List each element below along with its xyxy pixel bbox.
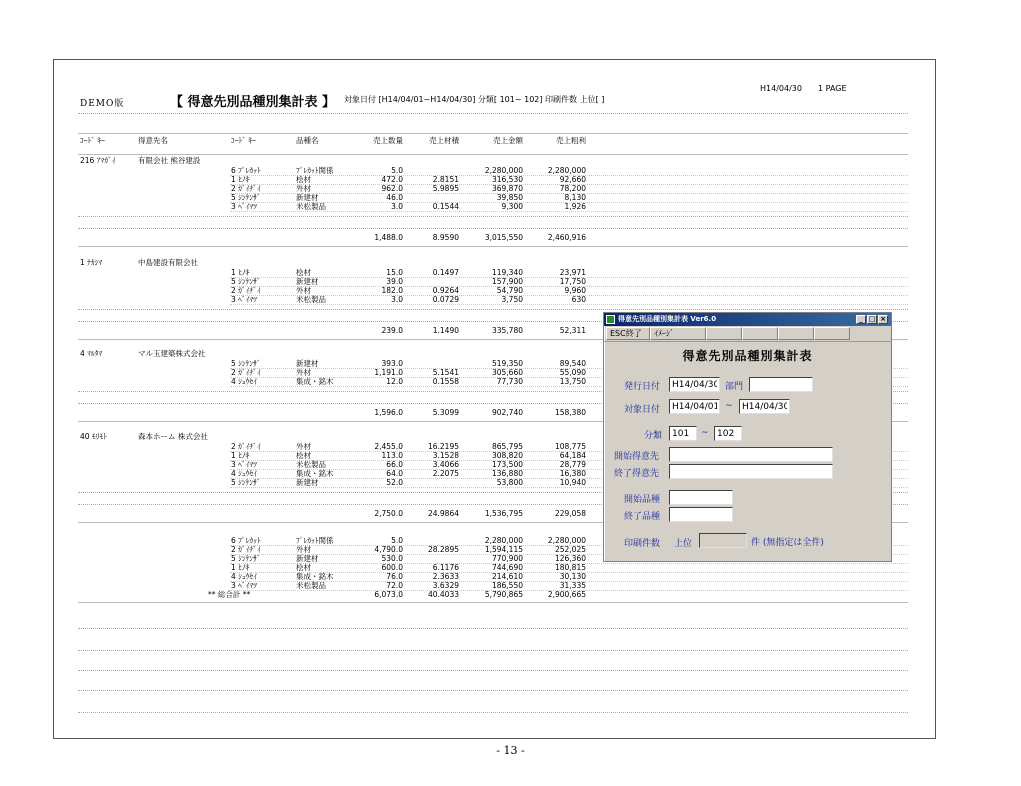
sales-profit: 23,971 xyxy=(559,268,586,277)
row-divider xyxy=(78,246,908,247)
grand-total-qty: 6,073.0 xyxy=(374,590,403,599)
issue-date-label: 発行日付 xyxy=(624,382,661,392)
sales-volume: 5.1541 xyxy=(432,368,459,377)
sales-volume: 3.1528 xyxy=(432,451,459,460)
item-name: 新建材 xyxy=(296,478,319,487)
sales-amount: 2,280,000 xyxy=(484,166,523,175)
item-name: 集成・銘木 xyxy=(296,469,334,478)
sales-qty: 12.0 xyxy=(386,377,403,386)
grand-volume: 2.3633 xyxy=(432,572,459,581)
grand-item-key: 1 ﾋﾉｷ xyxy=(231,563,250,572)
item-key: 1 ﾋﾉｷ xyxy=(231,175,250,184)
sales-profit: 92,660 xyxy=(559,175,586,184)
sales-qty: 113.0 xyxy=(381,451,403,460)
sales-profit: 28,779 xyxy=(559,460,586,469)
sales-profit: 1,926 xyxy=(564,202,586,211)
grand-total-amount: 5,790,865 xyxy=(484,590,523,599)
sales-profit: 13,750 xyxy=(559,377,586,386)
sales-amount: 519,350 xyxy=(491,359,523,368)
row-divider xyxy=(78,216,908,217)
dept-field[interactable] xyxy=(749,377,813,392)
grand-amount: 744,690 xyxy=(491,563,523,572)
grand-profit: 180,815 xyxy=(554,563,586,572)
report-page-label: 1 PAGE xyxy=(818,84,847,93)
grand-amount: 186,550 xyxy=(491,581,523,590)
row-divider xyxy=(78,712,908,713)
row-divider xyxy=(78,602,908,603)
sales-qty: 39.0 xyxy=(386,277,403,286)
dialog-title: 得意先別品種別集計表 Ver6.0 xyxy=(618,315,717,323)
group-total-qty: 1,596.0 xyxy=(374,408,403,417)
customer-code: 216 ｱﾏｶﾞｲ xyxy=(80,156,116,165)
sales-qty: 962.0 xyxy=(381,184,403,193)
group-total-amount: 902,740 xyxy=(491,408,523,417)
start-customer-field[interactable] xyxy=(669,447,833,462)
sales-amount: 305,660 xyxy=(491,368,523,377)
grand-volume: 28.2895 xyxy=(427,545,459,554)
image-preview-button[interactable]: ｲﾒｰｼﾞ xyxy=(650,327,706,340)
item-name: 米松製品 xyxy=(296,460,326,469)
item-key: 5 ｼﾝｹﾝｻﾞ xyxy=(231,478,261,487)
item-name: 桧材 xyxy=(296,268,311,277)
demo-label: DEMO版 xyxy=(80,99,125,109)
sales-profit: 9,960 xyxy=(564,286,586,295)
sales-profit: 55,090 xyxy=(559,368,586,377)
end-customer-field[interactable] xyxy=(669,464,833,479)
report-date: H14/04/30 xyxy=(760,84,802,93)
grand-item-name: ﾌﾟﾚｶｯﾄ関係 xyxy=(296,536,334,545)
grand-item-key: 3 ﾍﾞｲﾏﾂ xyxy=(231,581,257,590)
customer-code: 40 ﾓﾘﾓﾄ xyxy=(80,432,107,441)
app-icon xyxy=(606,315,615,324)
grand-item-key: 5 ｼﾝｹﾝｻﾞ xyxy=(231,554,261,563)
grand-total-label: ** 総合計 ** xyxy=(208,590,251,599)
grand-qty: 530.0 xyxy=(381,554,403,563)
sales-profit: 108,775 xyxy=(554,442,586,451)
report-params: 対象日付 [H14/04/01~H14/04/30] 分類[ 101~ 102] 印刷件数 上位[ ] xyxy=(344,95,605,104)
column-header: 売上数量 xyxy=(373,136,403,145)
grand-item-key: 6 ﾌﾟﾚｶｯﾄ xyxy=(231,536,261,545)
dialog-toolbar xyxy=(604,326,891,342)
grand-item-key: 4 ｼｭｳｾｲ xyxy=(231,572,257,581)
issue-date-field[interactable] xyxy=(669,377,720,392)
item-key: 1 ﾋﾉｷ xyxy=(231,451,250,460)
start-item-label: 開始品種 xyxy=(624,495,661,505)
sales-amount: 77,730 xyxy=(496,377,523,386)
sales-qty: 46.0 xyxy=(386,193,403,202)
grand-profit: 252,025 xyxy=(554,545,586,554)
sales-qty: 5.0 xyxy=(391,166,403,175)
sales-amount: 136,880 xyxy=(491,469,523,478)
group-total-profit: 2,460,916 xyxy=(547,233,586,242)
sales-qty: 3.0 xyxy=(391,295,403,304)
target-date-from-field[interactable] xyxy=(669,399,720,414)
grand-volume: 3.6329 xyxy=(432,581,459,590)
target-date-separator: ~ xyxy=(725,401,733,411)
item-name: 米松製品 xyxy=(296,295,326,304)
customer-name: マル玉建築株式会社 xyxy=(138,349,206,358)
column-header: 売上粗利 xyxy=(556,136,586,145)
sales-qty: 15.0 xyxy=(386,268,403,277)
end-item-label: 終了品種 xyxy=(624,512,661,522)
sales-amount: 9,300 xyxy=(501,202,523,211)
grand-volume: 6.1176 xyxy=(432,563,459,572)
item-name: 外材 xyxy=(296,184,311,193)
sales-qty: 472.0 xyxy=(381,175,403,184)
sales-profit: 17,750 xyxy=(559,277,586,286)
customer-name: 有限会社 熊谷建設 xyxy=(138,156,201,165)
sales-amount: 53,800 xyxy=(496,478,523,487)
item-key: 3 ﾍﾞｲﾏﾂ xyxy=(231,295,257,304)
item-key: 5 ｼﾝｹﾝｻﾞ xyxy=(231,193,261,202)
item-key: 1 ﾋﾉｷ xyxy=(231,268,250,277)
row-divider xyxy=(78,309,908,310)
row-divider xyxy=(78,650,908,651)
sales-amount: 3,750 xyxy=(501,295,523,304)
customer-name: 中島建設有限会社 xyxy=(138,258,198,267)
target-date-label: 対象日付 xyxy=(624,405,661,415)
grand-qty: 76.0 xyxy=(386,572,403,581)
sales-profit: 2,280,000 xyxy=(547,166,586,175)
class-from-field[interactable] xyxy=(669,426,697,441)
sales-volume: 0.1544 xyxy=(432,202,459,211)
top-label: 上位 xyxy=(674,539,693,549)
sales-profit: 89,540 xyxy=(559,359,586,368)
class-label: 分類 xyxy=(644,431,663,441)
print-count-label: 印刷件数 xyxy=(624,539,661,549)
sales-amount: 173,500 xyxy=(491,460,523,469)
item-key: 2 ｶﾞｲﾁﾞｲ xyxy=(231,184,261,193)
sales-amount: 54,790 xyxy=(496,286,523,295)
item-name: ﾌﾟﾚｶｯﾄ関係 xyxy=(296,166,334,175)
dialog-titlebar[interactable] xyxy=(604,313,891,326)
item-key: 2 ｶﾞｲﾁﾞｲ xyxy=(231,286,261,295)
target-date-to-field[interactable] xyxy=(739,399,790,414)
grand-qty: 600.0 xyxy=(381,563,403,572)
sales-amount: 308,820 xyxy=(491,451,523,460)
item-name: 外材 xyxy=(296,368,311,377)
row-divider xyxy=(78,228,908,229)
minimize-button[interactable]: _ xyxy=(856,315,866,324)
grand-amount: 1,594,115 xyxy=(484,545,523,554)
sales-volume: 0.0729 xyxy=(432,295,459,304)
sales-qty: 64.0 xyxy=(386,469,403,478)
group-total-amount: 3,015,550 xyxy=(484,233,523,242)
sales-volume: 16.2195 xyxy=(427,442,459,451)
toolbar-blank-4[interactable] xyxy=(814,327,850,340)
sales-profit: 64,184 xyxy=(559,451,586,460)
column-header: 売上材積 xyxy=(429,136,459,145)
print-count-note: 件 (無指定は全件) xyxy=(751,538,824,548)
sales-volume: 0.1497 xyxy=(432,268,459,277)
sales-volume: 2.8151 xyxy=(432,175,459,184)
group-total-volume: 5.3099 xyxy=(432,408,459,417)
grand-item-name: 桧材 xyxy=(296,563,311,572)
grand-item-key: 2 ｶﾞｲﾁﾞｲ xyxy=(231,545,261,554)
header-divider xyxy=(78,113,908,114)
sales-profit: 78,200 xyxy=(559,184,586,193)
group-total-qty: 1,488.0 xyxy=(374,233,403,242)
customer-code: 1 ﾅｶｼﾏ xyxy=(80,258,103,267)
item-key: 2 ｶﾞｲﾁﾞｲ xyxy=(231,368,261,377)
print-count-field[interactable] xyxy=(699,533,747,548)
sales-qty: 52.0 xyxy=(386,478,403,487)
customer-code: 4 ﾏﾙﾀﾏ xyxy=(80,349,103,358)
sales-amount: 157,900 xyxy=(491,277,523,286)
row-divider xyxy=(78,670,908,671)
group-total-profit: 52,311 xyxy=(559,326,586,335)
start-item-field[interactable] xyxy=(669,490,733,505)
group-total-amount: 1,536,795 xyxy=(484,509,523,518)
grand-qty: 5.0 xyxy=(391,536,403,545)
sales-amount: 39,850 xyxy=(496,193,523,202)
group-total-qty: 2,750.0 xyxy=(374,509,403,518)
item-key: 5 ｼﾝｹﾝｻﾞ xyxy=(231,359,261,368)
report-title: 【 得意先別品種別集計表 】 xyxy=(170,95,336,110)
columns-top-line xyxy=(78,133,908,134)
esc-exit-button[interactable]: ESC終了 xyxy=(606,327,650,340)
grand-profit: 126,360 xyxy=(554,554,586,563)
column-header: ｺｰﾄﾞ ｷｰ xyxy=(231,136,256,145)
grand-profit: 30,130 xyxy=(559,572,586,581)
row-divider xyxy=(78,154,908,155)
grand-qty: 72.0 xyxy=(386,581,403,590)
grand-amount: 2,280,000 xyxy=(484,536,523,545)
toolbar-blank-2[interactable] xyxy=(742,327,778,340)
toolbar-blank-3[interactable] xyxy=(778,327,814,340)
row-divider xyxy=(230,304,908,305)
page-number: - 13 - xyxy=(496,744,525,757)
group-total-amount: 335,780 xyxy=(491,326,523,335)
row-divider xyxy=(78,628,908,629)
maximize-button[interactable]: □ xyxy=(868,315,876,323)
item-key: 6 ﾌﾟﾚｶｯﾄ xyxy=(231,166,261,175)
item-key: 4 ｼｭｳｾｲ xyxy=(231,377,257,386)
item-name: 米松製品 xyxy=(296,202,326,211)
sales-qty: 3.0 xyxy=(391,202,403,211)
sales-qty: 1,191.0 xyxy=(374,368,403,377)
sales-amount: 119,340 xyxy=(491,268,523,277)
dialog-heading: 得意先別品種別集計表 xyxy=(682,349,813,363)
sales-profit: 8,130 xyxy=(564,193,586,202)
grand-profit: 31,335 xyxy=(559,581,586,590)
group-total-volume: 1.1490 xyxy=(432,326,459,335)
sales-qty: 66.0 xyxy=(386,460,403,469)
item-name: 新建材 xyxy=(296,277,319,286)
grand-profit: 2,280,000 xyxy=(547,536,586,545)
sales-qty: 393.0 xyxy=(381,359,403,368)
sales-volume: 0.9264 xyxy=(432,286,459,295)
item-key: 2 ｶﾞｲﾁﾞｲ xyxy=(231,442,261,451)
column-header: 品種名 xyxy=(296,136,319,145)
toolbar-blank-1[interactable] xyxy=(706,327,742,340)
row-divider xyxy=(230,211,908,212)
column-header: 売上金額 xyxy=(493,136,523,145)
sales-volume: 0.1558 xyxy=(432,377,459,386)
item-key: 5 ｼﾝｹﾝｻﾞ xyxy=(231,277,261,286)
close-button[interactable]: × xyxy=(878,315,888,324)
item-name: 集成・銘木 xyxy=(296,377,334,386)
group-total-volume: 24.9864 xyxy=(427,509,459,518)
item-name: 新建材 xyxy=(296,359,319,368)
sales-amount: 369,870 xyxy=(491,184,523,193)
sales-qty: 2,455.0 xyxy=(374,442,403,451)
end-item-field[interactable] xyxy=(669,507,733,522)
end-customer-label: 終了得意先 xyxy=(614,469,660,479)
start-customer-label: 開始得意先 xyxy=(614,452,660,462)
item-key: 3 ﾍﾞｲﾏﾂ xyxy=(231,460,257,469)
dept-label: 部門 xyxy=(725,382,744,392)
customer-name: 森本ホーム 株式会社 xyxy=(138,432,208,441)
sales-qty: 182.0 xyxy=(381,286,403,295)
grand-amount: 770,900 xyxy=(491,554,523,563)
group-total-profit: 229,058 xyxy=(554,509,586,518)
grand-item-name: 集成・銘木 xyxy=(296,572,334,581)
item-name: 桧材 xyxy=(296,451,311,460)
sales-volume: 3.4066 xyxy=(432,460,459,469)
item-name: 桧材 xyxy=(296,175,311,184)
row-divider xyxy=(78,690,908,691)
class-separator: ~ xyxy=(701,428,709,438)
sales-profit: 630 xyxy=(571,295,586,304)
group-total-volume: 8.9590 xyxy=(432,233,459,242)
grand-qty: 4,790.0 xyxy=(374,545,403,554)
grand-item-name: 米松製品 xyxy=(296,581,326,590)
class-to-field[interactable] xyxy=(714,426,742,441)
item-name: 外材 xyxy=(296,286,311,295)
grand-item-name: 外材 xyxy=(296,545,311,554)
sales-profit: 10,940 xyxy=(559,478,586,487)
group-total-profit: 158,380 xyxy=(554,408,586,417)
sales-volume: 2.2075 xyxy=(432,469,459,478)
grand-item-name: 新建材 xyxy=(296,554,319,563)
column-header: ｺｰﾄﾞ ｷｰ xyxy=(80,136,105,145)
sales-amount: 316,530 xyxy=(491,175,523,184)
sales-volume: 5.9895 xyxy=(432,184,459,193)
report-dialog-window xyxy=(603,312,892,562)
sales-amount: 865,795 xyxy=(491,442,523,451)
item-name: 新建材 xyxy=(296,193,319,202)
item-name: 外材 xyxy=(296,442,311,451)
group-total-qty: 239.0 xyxy=(381,326,403,335)
grand-total-profit: 2,900,665 xyxy=(547,590,586,599)
grand-amount: 214,610 xyxy=(491,572,523,581)
column-header: 得意先名 xyxy=(138,136,168,145)
item-key: 3 ﾍﾞｲﾏﾂ xyxy=(231,202,257,211)
item-key: 4 ｼｭｳｾｲ xyxy=(231,469,257,478)
grand-total-volume: 40.4033 xyxy=(427,590,459,599)
sales-profit: 16,380 xyxy=(559,469,586,478)
